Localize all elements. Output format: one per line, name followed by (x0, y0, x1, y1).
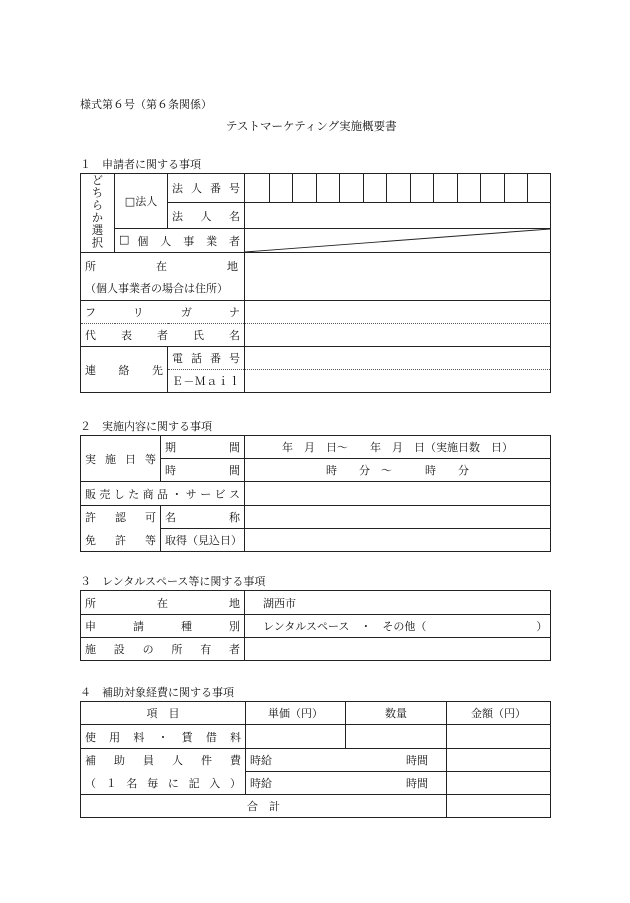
rent-amount-input[interactable] (447, 725, 551, 749)
section1-heading: １ 申請者に関する事項 (80, 158, 201, 171)
staff-row-1-cell (246, 749, 447, 772)
representative-label: 代表者氏名 (81, 324, 245, 347)
representative-input[interactable] (245, 324, 551, 347)
choice-label: どちらか選択 (90, 174, 105, 249)
facility-owner-input[interactable] (245, 638, 551, 661)
furigana-label: フリガナ (81, 301, 245, 324)
staff-note: （１名毎に記入） (81, 772, 246, 795)
permit-date-input[interactable] (245, 529, 551, 552)
col-item-header: 項 目 (81, 702, 246, 725)
choice-label-cell (81, 174, 115, 253)
address-label-cell (81, 253, 245, 301)
corporation-name-input[interactable] (245, 203, 551, 229)
dates-label: 実施日等 (81, 436, 161, 482)
section2-heading: ２ 実施内容に関する事項 (80, 420, 212, 433)
permit-date-label: 取得（見込日） (161, 529, 245, 552)
permit-label-1: 許認可 (81, 506, 161, 529)
phone-label: 電話番号 (168, 347, 245, 370)
rent-quantity-input[interactable] (346, 725, 447, 749)
products-label: 販売した商品・サービス (81, 482, 245, 506)
section3-heading: ３ レンタルスペース等に関する事項 (80, 575, 266, 588)
contact-label: 連絡先 (81, 347, 168, 393)
staff-amount-input-2[interactable] (447, 772, 551, 795)
products-input[interactable] (245, 482, 551, 506)
corporation-number-boxes (245, 174, 551, 203)
hours-label-2: 時間 (406, 777, 428, 790)
expense-table (80, 701, 551, 818)
corporation-name-label: 法人名 (168, 203, 245, 229)
rental-space-table (80, 590, 551, 661)
location-label: 所在地 (81, 591, 245, 615)
address-note: （個人事業者の場合は住所） (85, 281, 228, 295)
rent-unit-price-input[interactable] (246, 725, 346, 749)
form-number: 様式第６号（第６条関係） (80, 98, 212, 111)
email-input[interactable] (245, 370, 551, 393)
individual-checkbox[interactable]: □ (119, 232, 130, 246)
time-input[interactable]: 時 分 ～ 時 分 (245, 459, 551, 482)
furigana-input[interactable] (245, 301, 551, 324)
corporation-checkbox[interactable]: □法人 (115, 174, 168, 229)
individual-slash-cell (245, 229, 551, 253)
col-quantity-header: 数量 (346, 702, 447, 725)
hours-label-1: 時間 (406, 754, 428, 767)
page-title: テストマーケティング実施概要書 (226, 119, 397, 133)
location-input[interactable]: 湖西市 (245, 591, 551, 615)
implementation-table (80, 435, 551, 552)
address-input[interactable] (245, 253, 551, 301)
total-amount-input[interactable] (447, 795, 551, 818)
email-label: Ｅ－Ｍａｉｌ (168, 370, 245, 393)
section4-heading: ４ 補助対象経費に関する事項 (80, 686, 234, 699)
period-label: 期間 (161, 436, 245, 459)
diagonal-slash (245, 229, 550, 252)
application-type-label: 申請種別 (81, 615, 245, 638)
individual-cell (115, 229, 245, 253)
total-label: 合 計 (81, 795, 447, 818)
staff-amount-input-1[interactable] (447, 749, 551, 772)
col-unit-price-header: 単価（円） (246, 702, 346, 725)
hourly-label-2: 時給 (250, 777, 272, 790)
col-amount-header: 金額（円） (447, 702, 551, 725)
facility-owner-label: 施設の所有者 (81, 638, 245, 661)
application-type-input[interactable]: レンタルスペース ・ その他（ ） (245, 615, 551, 638)
phone-input[interactable] (245, 347, 551, 370)
permit-name-label: 名称 (161, 506, 245, 529)
period-input[interactable]: 年 月 日～ 年 月 日（実施日数 日） (245, 436, 551, 459)
permit-name-input[interactable] (245, 506, 551, 529)
time-label: 時間 (161, 459, 245, 482)
staff-row-2-cell (246, 772, 447, 795)
hourly-label-1: 時給 (250, 754, 272, 767)
individual-label: 個人事業者 (137, 234, 240, 248)
corporation-number-digit-grid (245, 174, 551, 202)
staff-label: 補助員人件費 (81, 749, 246, 772)
applicant-table (80, 173, 551, 393)
corporation-number-label: 法人番号 (168, 174, 245, 203)
rent-label: 使用料・賃借料 (81, 725, 246, 749)
permit-label-2: 免許等 (81, 529, 161, 552)
address-label: 所在地 (85, 259, 238, 273)
